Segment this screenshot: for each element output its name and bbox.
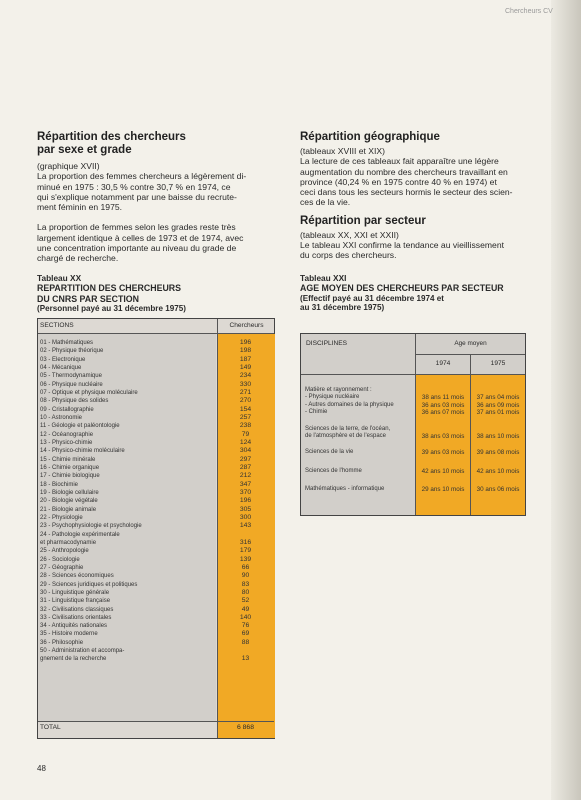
- heading-sexe-grade-1: Répartition des chercheurs: [37, 131, 186, 143]
- text-line: ment féminin en 1975.: [37, 202, 123, 213]
- text-line: augmentation du nombre des chercheurs travaillant en: [300, 166, 508, 177]
- text-line: (graphique XVII): [37, 161, 100, 171]
- table20-label: Tableau XX: [37, 273, 82, 283]
- text-line: province (40,24 % en 1975 contre 40 % en 1974) et: [300, 176, 497, 187]
- age-1975-value: 39 ans 08 mois: [476, 449, 520, 456]
- age-1974-value: 39 ans 03 mois: [421, 449, 465, 456]
- table-row: [38, 572, 274, 580]
- age-1974-value: 42 ans 10 mois: [421, 468, 465, 475]
- text-line: (tableaux XVIII et XIX): [300, 146, 386, 156]
- chercheurs-count: 257: [239, 413, 252, 421]
- age-1975-value: 36 ans 09 mois: [476, 401, 520, 409]
- table-row: [38, 356, 274, 364]
- table20-header: [38, 319, 274, 334]
- text-line: du corps des chercheurs.: [300, 250, 397, 261]
- chercheurs-count: 287: [239, 463, 252, 471]
- chercheurs-count: 212: [239, 472, 252, 480]
- text-line: (tableaux XX, XXI et XXII): [300, 229, 399, 240]
- chercheurs-count: 198: [239, 347, 252, 355]
- table-row: [38, 564, 274, 572]
- age-1974-value: 36 ans 07 mois: [421, 409, 465, 417]
- section-name: 26 - Sociologie: [40, 556, 80, 563]
- table-row: [38, 414, 274, 422]
- table-row: [38, 497, 274, 505]
- table-row: [38, 339, 274, 347]
- text-line: La lecture de ces tableaux fait apparaître une légère: [300, 156, 499, 167]
- paragraph-sexe: [37, 161, 275, 212]
- section-name: 05 - Thermodynamique: [40, 373, 102, 380]
- section-name: 28 - Sciences économiques: [40, 573, 114, 580]
- table-row: [38, 539, 274, 547]
- section-name: 24 - Pathologie expérimentale: [40, 531, 120, 538]
- chercheurs-count: 139: [239, 555, 252, 563]
- table-row: [38, 531, 274, 539]
- section-name: 02 - Physique théorique: [40, 348, 104, 355]
- table-row: [38, 614, 274, 622]
- table-row: [38, 464, 274, 472]
- section-name: gnement de la recherche: [40, 656, 107, 663]
- table-row: [38, 489, 274, 497]
- chercheurs-count: 304: [239, 447, 252, 455]
- section-name: 36 - Philosophie: [40, 639, 84, 646]
- table-row: [38, 556, 274, 564]
- discipline-label: Sciences de la vie: [305, 449, 354, 455]
- section-name: 03 - Electronique: [40, 356, 86, 363]
- right-text-block: [300, 131, 540, 261]
- text-line: La proportion des femmes chercheurs a légèrement di-: [37, 171, 247, 182]
- section-name: 10 - Astronomie: [40, 414, 83, 421]
- table-row: [38, 481, 274, 489]
- section-name: 11 - Géologie et paléontologie: [40, 423, 120, 430]
- chercheurs-count: 154: [239, 405, 252, 413]
- table-row: [38, 547, 274, 555]
- section-name: 23 - Psychophysiologie et psychologie: [40, 523, 142, 530]
- table-row: [38, 447, 274, 455]
- table21-subtitle-1: (Effectif payé au 31 décembre 1974 et: [300, 293, 444, 303]
- section-name: 07 - Optique et physique moléculaire: [40, 389, 138, 396]
- chercheurs-count: 124: [239, 438, 252, 446]
- section-name: 16 - Chimie organique: [40, 464, 100, 471]
- chercheurs-count: 149: [239, 363, 252, 371]
- table-row: [38, 347, 274, 355]
- table-row: [38, 364, 274, 372]
- section-name: 14 - Physico-chimie moléculaire: [40, 448, 125, 455]
- table21-subtitle-2: au 31 décembre 1975): [300, 303, 385, 313]
- text-line: La proportion de femmes selon les grades reste très: [37, 222, 236, 233]
- col-header-disciplines: DISCIPLINES: [306, 340, 348, 347]
- heading-secteur: Répartition par secteur: [300, 214, 426, 227]
- section-name: 09 - Cristallographie: [40, 406, 94, 413]
- table-row: [38, 597, 274, 605]
- col-header-chercheurs: Chercheurs: [217, 319, 275, 333]
- chercheurs-count: 234: [239, 372, 252, 380]
- table-row: [38, 514, 274, 522]
- section-name: 06 - Physique nucléaire: [40, 381, 103, 388]
- section-name: 30 - Linguistique générale: [40, 589, 110, 596]
- section-name: 33 - Civilisations orientales: [40, 614, 112, 621]
- section-name: 34 - Antiquités nationales: [40, 623, 108, 630]
- table-row: [38, 630, 274, 638]
- age-1975-value: 37 ans 01 mois: [476, 409, 520, 417]
- paragraph-secteur: [300, 230, 540, 261]
- discipline-label: - Physique nucléaire: [305, 394, 360, 401]
- col-header-age-moyen: Age moyen: [454, 340, 487, 347]
- age-1974-value: 38 ans 11 mois: [421, 394, 465, 402]
- section-name: 01 - Mathématiques: [40, 340, 94, 346]
- chercheurs-count: 80: [241, 588, 250, 596]
- section-name: 22 - Physiologie: [40, 514, 83, 521]
- text-line: minué en 1975 : 30,5 % contre 30,7 % en 1974, ce: [37, 181, 231, 192]
- table21-label: Tableau XXI: [300, 273, 347, 283]
- running-header: Chercheurs CV: [505, 8, 553, 15]
- section-name: 31 - Linguistique française: [40, 598, 111, 605]
- chercheurs-count: 90: [241, 572, 250, 580]
- chercheurs-count: 187: [239, 355, 252, 363]
- text-line: chargé de recherche.: [37, 253, 119, 264]
- left-text-block: [37, 131, 275, 264]
- age-1974-value: 38 ans 03 mois: [421, 433, 465, 441]
- chercheurs-count: 76: [241, 622, 250, 630]
- table20-title-2: DU CNRS PAR SECTION: [37, 293, 139, 304]
- chercheurs-count: 52: [241, 597, 250, 605]
- chercheurs-count: 49: [241, 605, 250, 613]
- table-row: [38, 422, 274, 430]
- chercheurs-count: 196: [239, 497, 252, 505]
- section-name: 04 - Mécanique: [40, 364, 82, 371]
- table-row: [38, 581, 274, 589]
- text-line: qui s'explique notamment par une baisse du recrute-: [37, 191, 237, 202]
- section-name: 25 - Anthropologie: [40, 548, 89, 555]
- chercheurs-count: 238: [239, 422, 252, 430]
- section-name: 18 - Biochimie: [40, 481, 79, 488]
- table21-header-divider: [301, 374, 525, 375]
- heading-geographique: Répartition géographique: [300, 131, 440, 143]
- section-name: 29 - Sciences juridiques et politiques: [40, 581, 138, 588]
- table20-subtitle: (Personnel payé au 31 décembre 1975): [37, 304, 186, 313]
- table-row: [38, 647, 274, 655]
- table-row: [38, 472, 274, 480]
- chercheurs-count: 143: [239, 522, 252, 530]
- section-name: 35 - Histoire moderne: [40, 631, 98, 638]
- table-row: [38, 372, 274, 380]
- table20-title-1: REPARTITION DES CHERCHEURS: [37, 283, 182, 293]
- col-header-sections: SECTIONS: [40, 322, 74, 329]
- section-name: 13 - Physico-chimie: [40, 439, 93, 446]
- chercheurs-count: 66: [241, 563, 250, 571]
- text-line: une concentration importante au niveau du grade de: [37, 243, 237, 254]
- table-row: [38, 622, 274, 630]
- age-1975-value: 42 ans 10 mois: [476, 468, 520, 475]
- chercheurs-count: 370: [239, 488, 252, 496]
- section-name: 17 - Chimie biologique: [40, 473, 100, 480]
- section-name: 19 - Biologie cellulaire: [40, 489, 99, 496]
- col-header-1975: 1975: [490, 360, 506, 367]
- text-line: largement identique à celles de 1973 et de 1974, avec: [37, 232, 244, 243]
- age-1975-value: 37 ans 04 mois: [476, 394, 520, 402]
- paragraph-grade: [37, 222, 275, 263]
- chercheurs-count: 69: [241, 630, 250, 638]
- text-line: ceci dans tous les secteurs hormis le secteur des scien-: [300, 187, 513, 198]
- table-row: [38, 506, 274, 514]
- chercheurs-count: 297: [239, 455, 252, 463]
- section-name: et pharmacodynamie: [40, 539, 97, 546]
- table-row: [38, 406, 274, 414]
- chercheurs-count: 196: [239, 339, 252, 346]
- table20-body: [38, 339, 274, 664]
- paragraph-geo: [300, 146, 540, 208]
- table-row: [38, 655, 274, 663]
- total-value: 6 868: [236, 724, 254, 731]
- chercheurs-count: 305: [239, 505, 252, 513]
- chercheurs-count: 179: [239, 547, 252, 555]
- section-name: 12 - Océanographie: [40, 431, 94, 438]
- table-sections: [37, 318, 275, 739]
- chercheurs-count: 13: [241, 655, 250, 663]
- table-row: [38, 522, 274, 530]
- chercheurs-count: 316: [239, 538, 252, 546]
- col-header-1974: 1974: [435, 360, 451, 367]
- table-row: [38, 439, 274, 447]
- section-name: 50 - Administration et accompa-: [40, 648, 125, 655]
- section-name: 08 - Physique des solides: [40, 398, 109, 405]
- table-row: [38, 456, 274, 464]
- heading-sexe-grade-2: par sexe et grade: [37, 144, 132, 156]
- chercheurs-count: 270: [239, 397, 252, 405]
- discipline-label: - Chimie: [305, 409, 328, 416]
- age-1974-value: 29 ans 10 mois: [421, 486, 465, 493]
- chercheurs-count: 140: [239, 613, 252, 621]
- chercheurs-count: 300: [239, 513, 252, 521]
- age-1975-value: 30 ans 06 mois: [476, 486, 520, 493]
- text-line: Le tableau XXI confirme la tendance au vieillissement: [300, 240, 504, 251]
- table-row: [38, 606, 274, 614]
- table-row: [38, 639, 274, 647]
- age-1975-value: 38 ans 10 mois: [476, 433, 520, 441]
- table20-caption: [37, 273, 277, 314]
- total-label: TOTAL: [40, 724, 61, 731]
- section-name: 15 - Chimie minérale: [40, 456, 96, 463]
- discipline-label: Sciences de la terre, de l'océan,: [305, 426, 391, 432]
- table-age-moyen: [300, 333, 526, 516]
- table-row: [38, 397, 274, 405]
- table20-total-divider: [38, 721, 274, 722]
- discipline-label: Sciences de l'homme: [305, 468, 362, 474]
- table-row: [38, 431, 274, 439]
- discipline-label: Matière et rayonnement :: [305, 387, 372, 393]
- discipline-label: - Autres domaines de la physique: [305, 401, 394, 408]
- section-name: 21 - Biologie animale: [40, 506, 97, 513]
- chercheurs-count: 330: [239, 380, 252, 388]
- chercheurs-count: 347: [239, 480, 252, 488]
- chercheurs-count: 88: [241, 638, 250, 646]
- discipline-label: Mathématiques - informatique: [305, 486, 385, 492]
- section-name: 27 - Géographie: [40, 564, 84, 571]
- page-edge-shadow: [551, 0, 581, 800]
- chercheurs-count: 83: [241, 580, 250, 588]
- discipline-label: de l'atmosphère et de l'espace: [305, 433, 387, 440]
- table21-caption: [300, 273, 550, 313]
- section-name: 20 - Biologie végétale: [40, 498, 98, 505]
- page-number: 48: [37, 764, 46, 773]
- chercheurs-count: 271: [239, 388, 252, 396]
- table-row: [38, 381, 274, 389]
- age-1974-value: 36 ans 03 mois: [421, 401, 465, 409]
- chercheurs-count: 79: [241, 430, 250, 438]
- section-name: 32 - Civilisations classiques: [40, 606, 114, 613]
- table-row: [38, 389, 274, 397]
- table-row: [38, 589, 274, 597]
- table21-title: AGE MOYEN DES CHERCHEURS PAR SECTEUR: [300, 283, 504, 293]
- text-line: ces de la vie.: [300, 197, 351, 208]
